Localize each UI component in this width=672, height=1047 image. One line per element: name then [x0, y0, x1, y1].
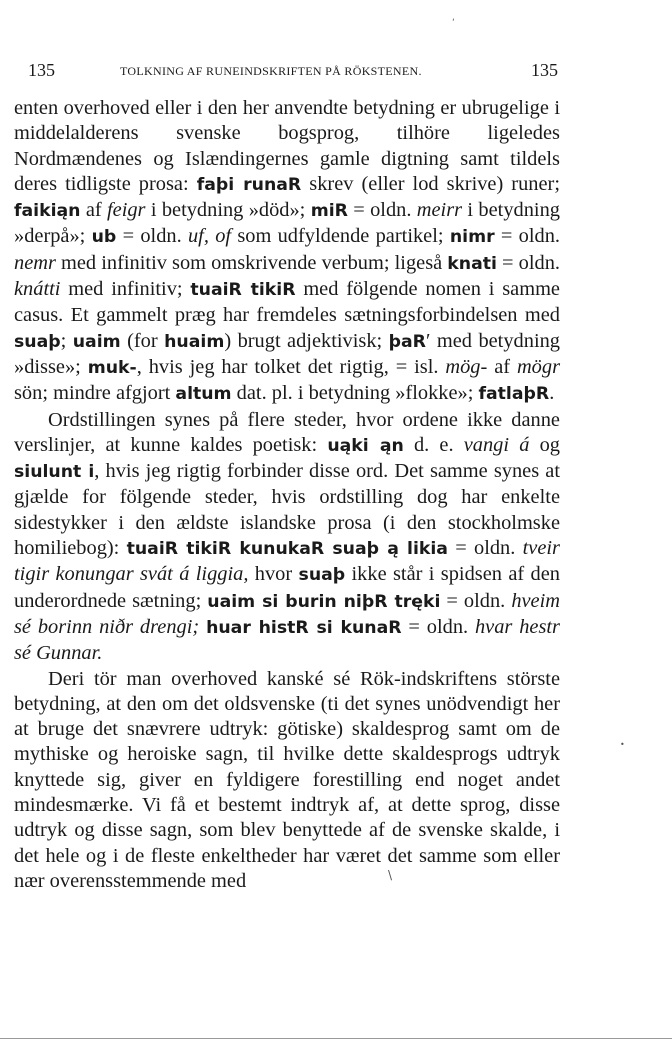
old-norse-form: meirr: [416, 199, 463, 222]
text-run: af: [80, 199, 107, 222]
text-run: = oldn.: [496, 251, 561, 274]
old-norse-form: hveim sé borinn niðr drengi;: [14, 589, 560, 638]
old-norse-form: vangi á: [463, 433, 530, 456]
runic-transliteration: faikiąn: [14, 201, 81, 222]
runic-transliteration: uąki ąn: [327, 435, 404, 456]
old-norse-form: uf, of: [187, 225, 232, 248]
scan-speck: \: [388, 868, 393, 882]
text-run: Deri tör man overhoved kanské sé Rök-indskriftens störste betydning, at den om det oldsvenske (ti det synes unödvendigt her at bruge det snævrere udtryk: götiske) skaldesprog samt om de mythiske og heroiske sagn, til hvilke dette skaldesprogs udtryk knyttede sig, giver en fyldigere forestilling end noget andet mindesmærke. Vi få et bestemt indtryk af, at dette sprog, disse udtryk og disse sagn, som blev benyttede af de svenske skalde, i det hele og i de fleste enkeltheder har været det samme som eller nær overensstemmende med: [14, 667, 560, 892]
runic-transliteration: faþi runaR: [196, 174, 302, 195]
runic-transliteration: ub: [91, 227, 117, 248]
old-norse-form: feigr: [106, 199, 146, 222]
text-run: hvor: [248, 563, 299, 586]
text-run: = oldn.: [347, 199, 417, 222]
runic-transliteration: huar histR si kunaR: [206, 617, 402, 638]
paragraph: [14, 96, 560, 408]
page-number-right: 135: [531, 60, 558, 80]
old-norse-form: mögr: [516, 355, 561, 378]
runic-transliteration: miR: [310, 201, 348, 222]
text-run: (for: [120, 329, 165, 352]
runic-transliteration: nimr: [449, 227, 495, 248]
text-run: , hvis jeg rigtig forbinder disse ord. Det samme synes at gjælde for fölgende steder, hvis ordstilling dog har enkelte sidestykker i den ældste islandske prosa (i den stockholmske homiliebog):: [14, 460, 560, 560]
text-run: med infinitiv;: [60, 278, 191, 301]
old-norse-form: tveir tigir konungar svát á liggia,: [14, 537, 560, 586]
text-run: = oldn.: [447, 537, 523, 560]
text-run: ′ med betydning »disse»;: [14, 329, 560, 378]
text-run: med infinitiv som omskrivende verbum; ligeså: [55, 251, 448, 274]
text-run: og: [529, 433, 560, 456]
text-run: af: [487, 355, 517, 378]
old-norse-form: hvar hestr sé Gunnar.: [14, 615, 560, 665]
text-run: = oldn.: [116, 225, 188, 248]
scan-speck: ‘: [452, 18, 455, 28]
text-run: = oldn.: [494, 225, 561, 248]
runic-transliteration: uaim: [72, 331, 121, 352]
runic-transliteration: þaR: [388, 331, 426, 352]
body-text: [14, 96, 560, 894]
text-run: Ordstillingen synes på flere steder, hvor ordene ikke danne verslinjer, at kunne kaldes poetisk:: [14, 408, 560, 456]
old-norse-form: knátti: [14, 278, 61, 301]
text-run: = oldn.: [440, 589, 512, 612]
text-run: ;: [60, 329, 73, 352]
scan-speck: •: [620, 740, 625, 749]
text-run: .: [549, 382, 555, 405]
text-run: sön; mindre afgjort: [14, 382, 176, 405]
runic-transliteration: huaim: [164, 331, 225, 352]
text-run: d. e.: [403, 433, 464, 456]
text-run: , hvis jeg har tolket det rigtig, = isl.: [136, 355, 446, 378]
runic-transliteration: knati: [447, 253, 497, 274]
text-run: som udfyldende partikel;: [231, 225, 450, 248]
runic-transliteration: tuaiR tikiR: [190, 280, 296, 301]
running-title: TOLKNING AF RUNEINDSKRIFTEN PÅ RÖKSTENEN.: [120, 64, 422, 78]
runic-transliteration: tuaiR tikiR kunukaR suaþ ą likia: [126, 539, 448, 560]
runic-transliteration: fatlaþR: [478, 384, 550, 405]
page-number-left: 135: [28, 60, 55, 80]
text-run: i betydning »derpå»;: [14, 199, 560, 248]
old-norse-form: nemr: [14, 251, 56, 274]
running-header: [28, 60, 558, 84]
runic-transliteration: altum: [175, 384, 232, 405]
text-run: = oldn.: [401, 615, 475, 638]
paragraph: [14, 667, 560, 895]
old-norse-form: mög-: [445, 355, 488, 378]
runic-transliteration: suaþ: [298, 565, 346, 586]
page-edge-line: [0, 1038, 672, 1039]
text-run: ) brugt adjektivisk;: [224, 329, 389, 352]
runic-transliteration: uaim si burin niþR tręki: [207, 591, 441, 612]
text-run: dat. pl. i betydning »flokke»;: [231, 382, 479, 405]
paragraph: [14, 408, 560, 667]
text-run: ikke står i spidsen af den underordnede sætning;: [14, 563, 560, 612]
text-run: skrev (eller lod skrive) runer;: [301, 172, 560, 195]
text-run: i betydning »död»;: [145, 199, 311, 222]
text-run: enten overhoved eller i den her anvendte betydning er ubrugelige i middelalderens svenske bogsprog, tilhöre ligeledes Nordmændenes og Islændingernes gamle digtning samt tildels deres tidligste prosa:: [14, 97, 560, 195]
runic-transliteration: suaþ: [14, 331, 61, 352]
runic-transliteration: siulunt i: [14, 462, 95, 483]
text-run: med fölgende nomen i samme casus. Et gammelt præg har fremdeles sætningsforbindelsen med: [14, 278, 560, 327]
runic-transliteration: muk-: [87, 357, 137, 378]
